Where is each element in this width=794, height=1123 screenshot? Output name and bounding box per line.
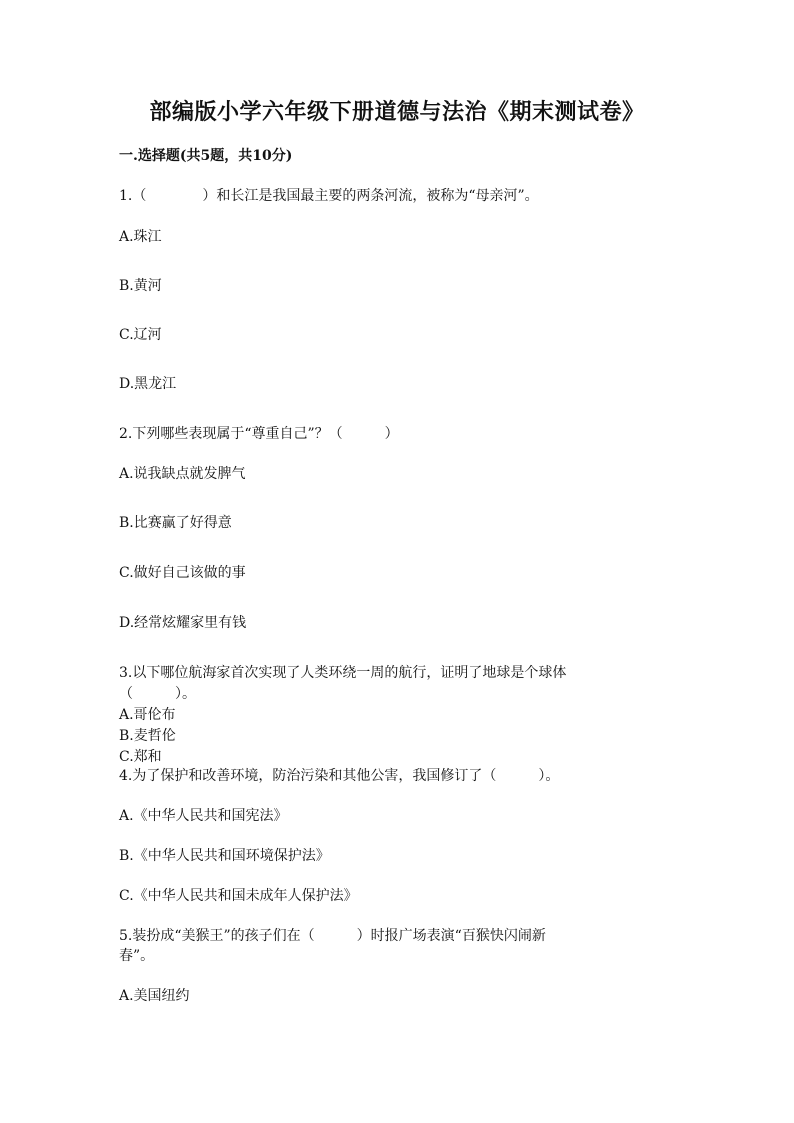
section-heading: 一.选择题(共5题，共10分)	[119, 148, 293, 164]
question-2-option-c: C.做好自己该做的事	[119, 565, 246, 581]
question-1-option-a: A.珠江	[119, 229, 162, 245]
question-3-option-b: B.麦哲伦	[119, 728, 176, 744]
question-4-stem: 4.为了保护和改善环境，防治污染和其他公害，我国修订了（ ）。	[119, 768, 560, 784]
question-5-option-a: A.美国纽约	[119, 988, 190, 1004]
question-4-option-c: C.《中华人民共和国未成年人保护法》	[119, 888, 358, 904]
question-5-stem: 5.装扮成“美猴王”的孩子们在（ ）时报广场表演“百猴快闪闹新	[119, 928, 546, 944]
question-2-stem: 2.下列哪些表现属于“尊重自己”？（ ）	[119, 426, 399, 442]
question-1-option-c: C.辽河	[119, 327, 162, 343]
question-1-option-b: B.黄河	[119, 278, 162, 294]
question-2-option-a: A.说我缺点就发脾气	[119, 466, 246, 482]
page-title: 部编版小学六年级下册道德与法治《期末测试卷》	[149, 99, 645, 125]
question-4-option-b: B.《中华人民共和国环境保护法》	[119, 848, 330, 864]
question-2-option-d: D.经常炫耀家里有钱	[119, 615, 247, 631]
question-3-stem: 3.以下哪位航海家首次实现了人类环绕一周的航行，证明了地球是个球体	[119, 665, 567, 681]
question-3-option-c: C.郑和	[119, 749, 162, 765]
question-3-stem-continued: （ ）。	[119, 686, 196, 702]
question-4-option-a: A.《中华人民共和国宪法》	[119, 808, 288, 824]
question-1-stem: 1.（ ）和长江是我国最主要的两条河流，被称为“母亲河”。	[119, 188, 539, 204]
question-3-option-a: A.哥伦布	[119, 707, 176, 723]
question-2-option-b: B.比赛赢了好得意	[119, 515, 232, 531]
question-5-stem-continued: 春”。	[119, 948, 155, 964]
question-1-option-d: D.黑龙江	[119, 376, 177, 392]
